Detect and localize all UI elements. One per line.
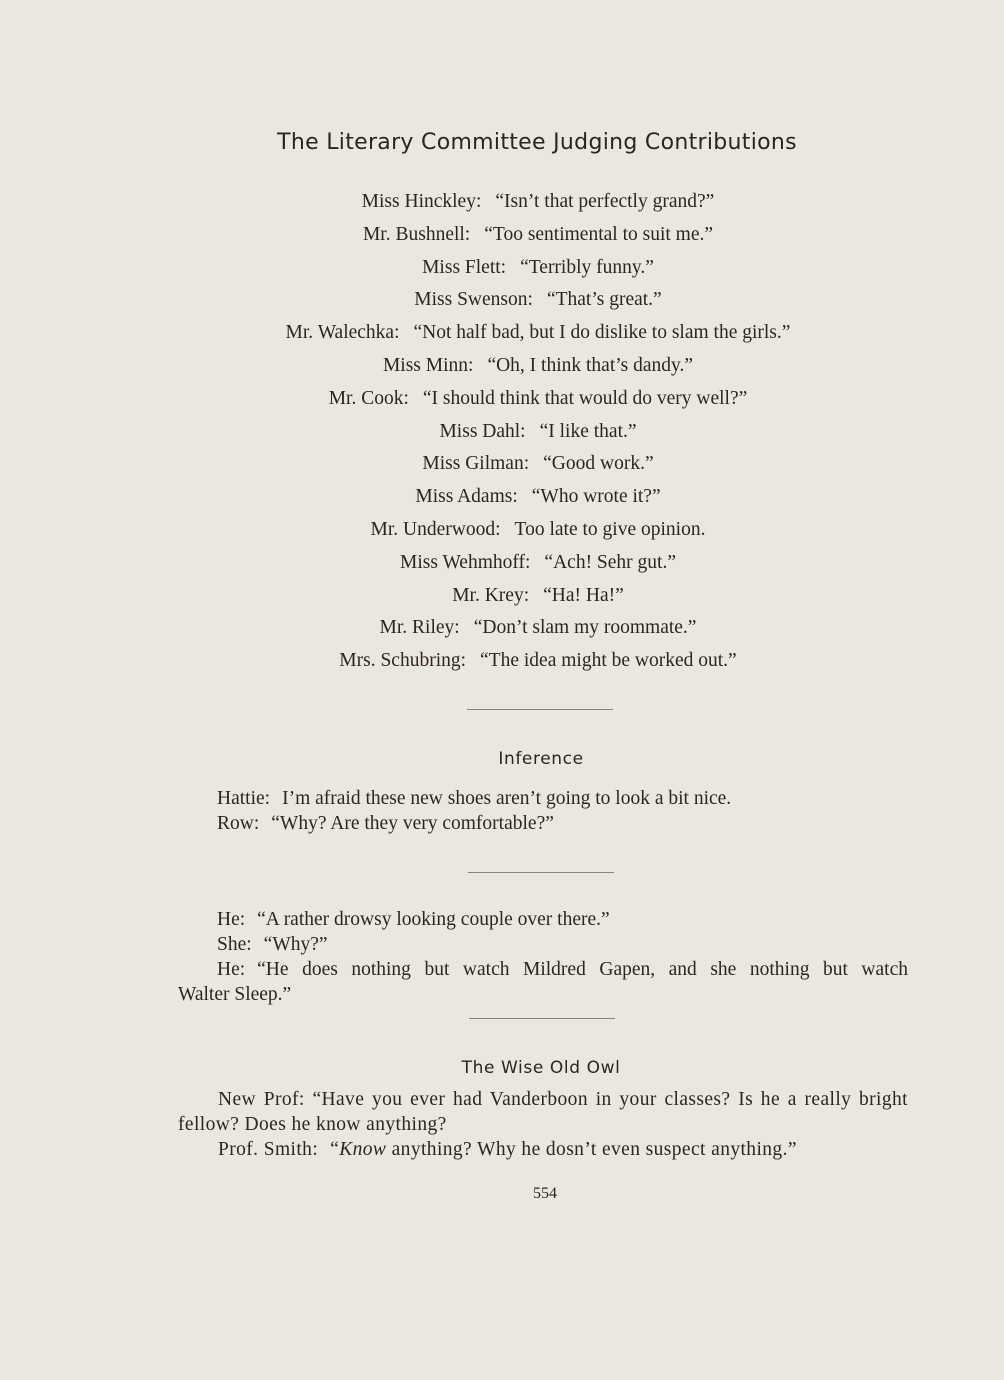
dialogue-line — [72, 645, 1004, 678]
quote: “Not half bad, but I do dislike to slam the girls.” — [413, 322, 791, 344]
dialogue-line — [72, 219, 1004, 252]
quote: “Who wrote it?” — [531, 486, 661, 508]
dialogue-line — [72, 284, 1004, 317]
dialogue-line — [178, 932, 908, 957]
dialogue-line — [72, 416, 1004, 449]
speaker: Miss Swenson: — [414, 289, 533, 311]
speaker: Mr. Riley: — [379, 617, 460, 639]
dialogue-line — [72, 317, 1004, 350]
speaker: Hattie: — [217, 788, 271, 809]
speaker: Row: — [217, 813, 260, 834]
page-number: 554 — [533, 1185, 557, 1202]
section-divider — [467, 709, 613, 710]
dialogue-line — [178, 907, 908, 932]
page-title: The Literary Committee Judging Contributions — [277, 130, 797, 155]
dialogue-line — [72, 350, 1004, 383]
section-divider — [469, 1018, 615, 1019]
dialogue-line — [178, 957, 908, 982]
quote: “Terribly funny.” — [520, 256, 654, 278]
quote: “Ach! Sehr gut.” — [544, 551, 676, 573]
couple-section — [178, 907, 908, 1007]
quote: “Oh, I think that’s dandy.” — [487, 354, 694, 376]
dialogue-line — [72, 252, 1004, 285]
inference-heading: Inference — [498, 749, 584, 769]
quote: “Good work.” — [543, 453, 654, 475]
quote: anything? Why he dosn’t even suspect anything.” — [386, 1139, 797, 1160]
speaker: Miss Flett: — [422, 256, 507, 278]
speaker: Mr. Cook: — [328, 387, 409, 409]
owl-heading: The Wise Old Owl — [461, 1058, 621, 1078]
speaker: Miss Wehmhoff: — [399, 551, 531, 573]
speaker: Miss Dahl: — [439, 420, 526, 442]
quote: “The idea might be worked out.” — [480, 650, 737, 672]
speaker: She: — [217, 934, 252, 955]
dialogue-line — [72, 514, 1004, 547]
speaker: Miss Gilman: — [422, 453, 530, 475]
quote: “A rather drowsy looking couple over there.” — [257, 909, 610, 930]
quote: “I like that.” — [539, 420, 637, 442]
speaker: Miss Minn: — [382, 354, 474, 376]
speaker: Miss Hinckley: — [361, 191, 482, 212]
dialogue-line — [72, 448, 1004, 481]
quote: “Ha! Ha!” — [543, 584, 624, 606]
dialogue-line — [178, 786, 908, 811]
dialogue-line — [72, 612, 1004, 645]
dialogue-line — [72, 547, 1004, 580]
speaker: Prof. Smith: — [218, 1139, 319, 1160]
speaker: Mr. Walechka: — [285, 322, 400, 344]
speaker: Mr. Krey: — [452, 584, 530, 606]
quote: “He does nothing but watch Mildred Gapen, and she nothing but watch — [257, 959, 908, 980]
quote: “Too sentimental to suit me.” — [484, 223, 714, 245]
quote: “That’s great.” — [546, 289, 662, 311]
owl-section — [178, 1087, 908, 1162]
quote: “Isn’t that perfectly grand?” — [495, 191, 715, 212]
speaker: Mrs. Schubring: — [339, 650, 467, 672]
dialogue-line — [178, 811, 908, 836]
quote: “Why? Are they very comfortable?” — [271, 813, 554, 834]
dialogue-line — [72, 481, 1004, 514]
dialogue-line — [72, 383, 1004, 416]
quote: “Why?” — [263, 934, 328, 955]
quote-open: “ — [330, 1139, 340, 1160]
speaker: Miss Adams: — [415, 486, 518, 508]
dialogue-line — [72, 186, 1004, 219]
quote: Too late to give opinion. — [514, 518, 706, 540]
speaker: Mr. Bushnell: — [362, 223, 471, 245]
section-divider — [468, 872, 614, 873]
speaker: He: — [217, 959, 246, 980]
dialogue-line-continued: Walter Sleep.” — [178, 984, 292, 1005]
italic-word: Know — [339, 1139, 387, 1160]
owl-paragraph: New Prof: “Have you ever had Vanderboon in your classes? Is he a really bright fellow? Does he know anything? — [178, 1089, 908, 1135]
quote: “I should think that would do very well?” — [422, 387, 748, 409]
speaker: Mr. Underwood: — [370, 518, 501, 540]
owl-paragraph — [178, 1137, 908, 1162]
quote: “Don’t slam my roommate.” — [473, 617, 697, 639]
committee-dialogue — [0, 186, 1004, 678]
quote: I’m afraid these new shoes aren’t going to look a bit nice. — [282, 788, 732, 809]
inference-section — [178, 786, 908, 836]
dialogue-line — [72, 580, 1004, 613]
speaker: He: — [217, 909, 246, 930]
